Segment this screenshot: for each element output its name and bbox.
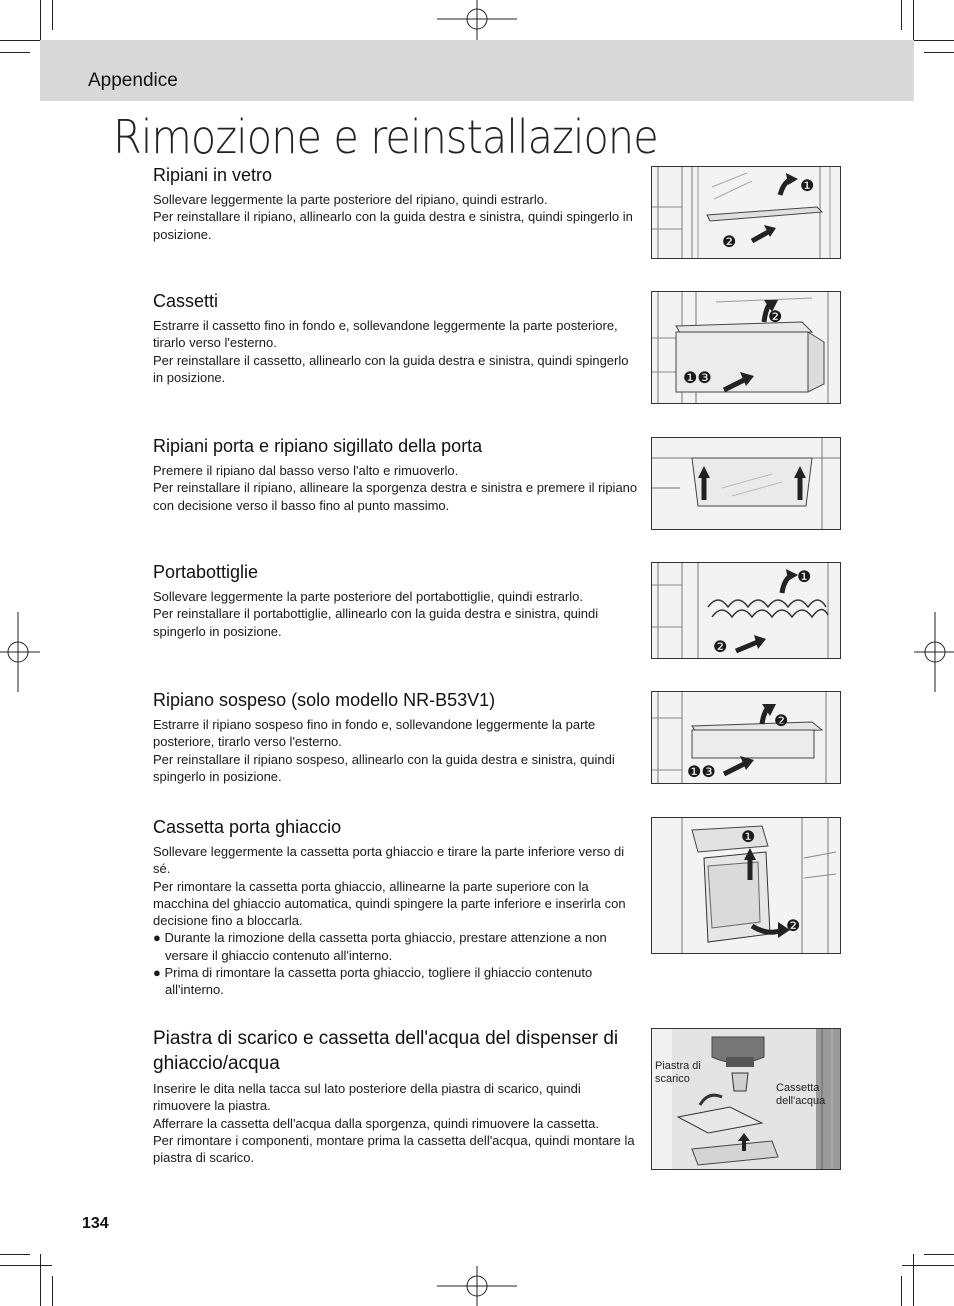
label-water-box: Cassetta dell'acqua — [776, 1082, 826, 1107]
section-heading: Ripiano sospeso (solo modello NR-B53V1) — [153, 690, 496, 710]
section-text: Per reinstallare il ripiano, allinearlo con la guida destra e sinistra, quindi spingerlo in posizione. — [153, 209, 633, 242]
step-2-badge: ❷ — [768, 309, 783, 326]
section-text: Sollevare leggermente la parte posteriore del portabottiglie, quindi estrarlo. — [153, 589, 583, 604]
section-text: Afferrare la cassetta dell'acqua dalla sporgenza, quindi rimuovere la cassetta. — [153, 1115, 599, 1131]
section-heading: Ripiani in vetro — [153, 165, 273, 185]
crop-mark-br-v — [913, 1254, 914, 1306]
crop-mark-tr-h2 — [924, 52, 954, 53]
section-text: Per reinstallare il cassetto, allinearlo con la guida destra e sinistra, quindi spingerlo in posizione. — [153, 352, 629, 385]
figure-bottle-rack — [651, 562, 841, 659]
section-glass-shelves — [153, 164, 641, 243]
label-drain-plate: Piastra di scarico — [655, 1060, 701, 1085]
section-bottle-rack — [153, 561, 641, 640]
section-heading: Cassetta porta ghiaccio — [153, 817, 342, 837]
bullet-item: ● Durante la rimozione della cassetta porta ghiaccio, prestare attenzione a non versare il ghiaccio contenuto all'interno. — [153, 930, 607, 963]
section-text: Per rimontare la cassetta porta ghiaccio, allinearne la parte superiore con la macchina del ghiaccio automatica, quindi spingere la parte inferiore e inserirla con decisione fino a bloccarla. — [153, 878, 626, 929]
crop-mark-br-h — [902, 1265, 954, 1266]
registration-mark-right — [914, 612, 954, 692]
crop-mark-tl-v2 — [52, 0, 53, 30]
crop-mark-br-v2 — [901, 1276, 902, 1306]
section-text: Premere il ripiano dal basso verso l'alto e rimuoverlo. — [153, 463, 459, 478]
crop-mark-br-h2 — [924, 1254, 954, 1255]
step-1-badge: ❶ — [797, 569, 812, 586]
step-1-badge: ❶ — [800, 178, 815, 195]
section-heading: Ripiani porta e ripiano sigillato della porta — [153, 436, 483, 456]
section-text: Sollevare leggermente la cassetta porta ghiaccio e tirare la parte inferiore verso di sé. — [153, 844, 625, 877]
section-ice-box — [153, 816, 641, 999]
section-text: Per reinstallare il ripiano sospeso, allinearlo con la guida destra e sinistra, quindi spingerlo in posizione. — [153, 751, 615, 784]
section-heading: Cassetti — [153, 291, 219, 311]
crop-mark-bl-h2 — [0, 1254, 30, 1255]
crop-mark-bl-v — [40, 1254, 41, 1306]
crop-mark-tl-h2 — [0, 52, 30, 53]
figure-drawer — [651, 291, 841, 404]
section-text: Per reinstallare il portabottiglie, allinearlo con la guida destra e sinistra, quindi spingerlo in posizione. — [153, 606, 599, 639]
step-1-3-badge: ❶❸ — [683, 370, 712, 387]
crop-mark-bl-h — [0, 1265, 52, 1266]
figure-hanging-shelf — [651, 691, 841, 784]
section-label: Appendice — [88, 70, 178, 91]
step-1-3-badge: ❶❸ — [687, 764, 716, 781]
registration-mark-left — [0, 612, 40, 692]
page-title: Rimozione e reinstallazione — [113, 110, 658, 164]
section-heading: Piastra di scarico e cassetta dell'acqua del dispenser di ghiaccio/acqua — [153, 1028, 619, 1074]
step-2-badge: ❷ — [713, 639, 728, 656]
section-text: Inserire le dita nella tacca sul lato posteriore della piastra di scarico, quindi rimuovere la piastra. — [153, 1081, 581, 1114]
section-text: Per rimontare i componenti, montare prima la cassetta dell'acqua, quindi montare la piastra di scarico. — [153, 1132, 635, 1166]
section-text: Sollevare leggermente la parte posteriore del ripiano, quindi estrarlo. — [153, 192, 548, 207]
crop-mark-tr-v2 — [901, 0, 902, 30]
section-text: Estrarre il ripiano sospeso fino in fondo e, sollevandone leggermente la parte posteriore, tirarlo verso l'esterno. — [153, 717, 596, 750]
figure-door-shelf — [651, 437, 841, 530]
section-text: Estrarre il cassetto fino in fondo e, sollevandone leggermente la parte posteriore, tirarlo verso l'esterno. — [153, 318, 618, 351]
step-1-badge: ❶ — [741, 829, 756, 846]
registration-mark-bottom — [437, 1266, 517, 1306]
crop-mark-bl-v2 — [52, 1276, 53, 1306]
registration-mark-top — [437, 0, 517, 40]
section-text: Per reinstallare il ripiano, allineare la sporgenza destra e sinistra e premere il ripiano con decisione verso il basso fino al punto massimo. — [153, 480, 638, 513]
step-2-badge: ❷ — [774, 713, 789, 730]
step-2-badge: ❷ — [722, 234, 737, 251]
bullet-item: ● Prima di rimontare la cassetta porta ghiaccio, togliere il ghiaccio contenuto all'interno. — [153, 965, 593, 998]
section-hanging-shelf — [153, 689, 641, 785]
section-drain-plate — [153, 1026, 641, 1166]
section-heading: Portabottiglie — [153, 562, 259, 582]
header-band — [40, 40, 914, 101]
section-drawers — [153, 290, 641, 386]
page-number: 134 — [82, 1215, 109, 1232]
section-door-shelves — [153, 435, 641, 514]
step-2-badge: ❷ — [786, 918, 801, 935]
